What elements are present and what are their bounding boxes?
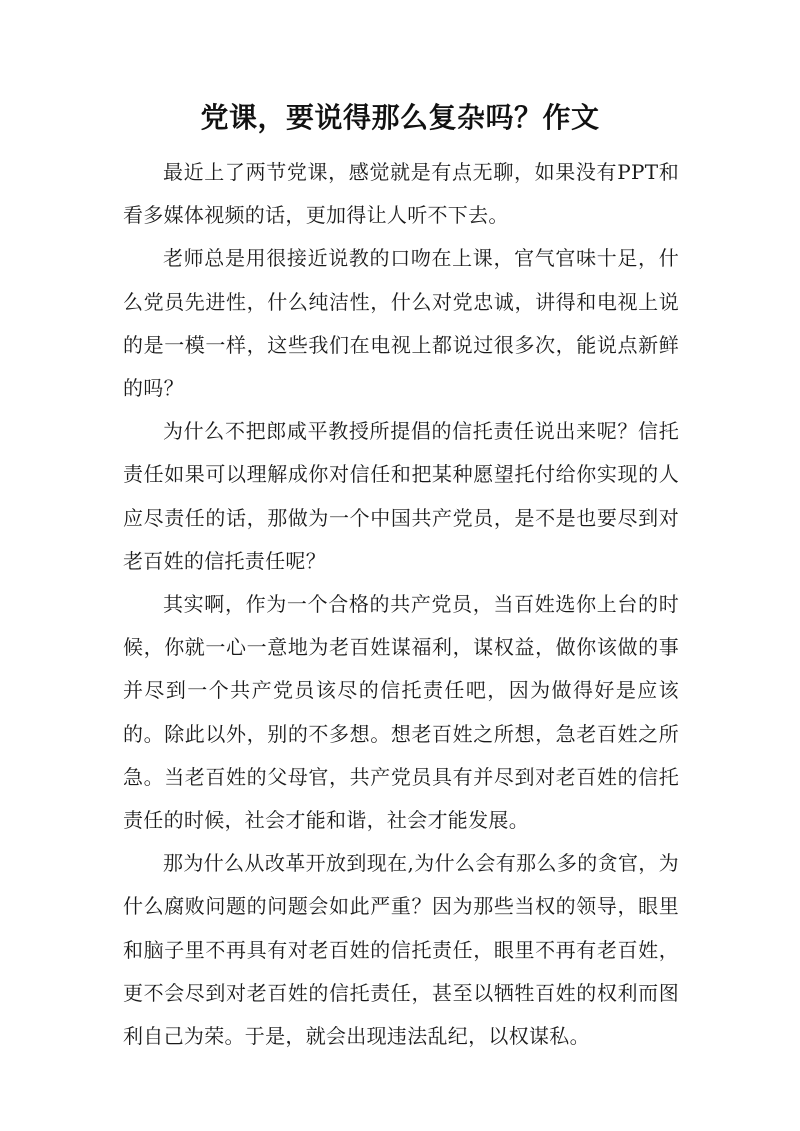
- paragraph-4: 其实啊，作为一个合格的共产党员，当百姓选你上台的时候，你就一心一意地为老百姓谋福利，谋权益，做你该做的事并尽到一个共产党员该尽的信托责任吧，因为做得好是应该的。除此以外，别的不多想。想老百姓之所想，急老百姓之所急。当老百姓的父母官，共产党员具有并尽到对老百姓的信托责任的时候，社会才能和谐，社会才能发展。: [123, 592, 679, 833]
- document-title: 党课，要说得那么复杂吗？作文: [200, 101, 600, 134]
- paragraph-5: 那为什么从改革开放到现在,为什么会有那么多的贪官，为什么腐败问题的问题会如此严重？因为那些当权的领导，眼里和脑子里不再具有对老百姓的信托责任，眼里不再有老百姓，更不会尽到对老百姓的信托责任，甚至以牺牲百姓的权利而图利自己为荣。于是，就会出现违法乱纪，以权谋私。: [123, 851, 679, 1049]
- paragraph-1: 最近上了两节党课，感觉就是有点无聊，如果没有PPT和看多媒体视频的话，更加得让人听不下去。: [123, 160, 679, 228]
- paragraph-2: 老师总是用很接近说教的口吻在上课，官气官味十足，什么党员先进性，什么纯洁性，什么对党忠诚，讲得和电视上说的是一模一样，这些我们在电视上都说过很多次，能说点新鲜的吗？: [123, 246, 679, 401]
- document-body: [123, 151, 679, 1058]
- paragraph-3: 为什么不把郎咸平教授所提倡的信托责任说出来呢？信托责任如果可以理解成你对信任和把某种愿望托付给你实现的人应尽责任的话，那做为一个中国共产党员，是不是也要尽到对老百姓的信托责任呢？: [123, 419, 679, 573]
